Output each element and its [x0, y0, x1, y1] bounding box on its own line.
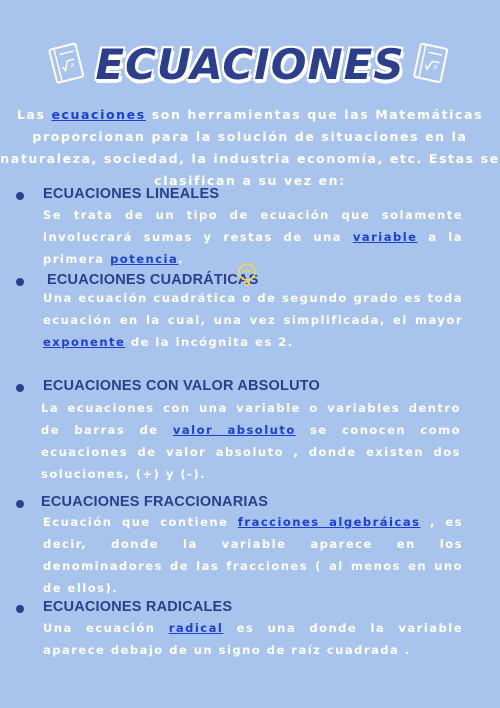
body-text: . — [178, 252, 185, 266]
section-body — [43, 204, 463, 270]
link-potencia[interactable]: potencia — [110, 252, 179, 266]
page-title: ECUACIONES — [95, 40, 405, 89]
body-text: a la primera — [43, 230, 463, 266]
intro-paragraph — [0, 104, 500, 192]
bullet-icon — [16, 278, 24, 286]
body-text: es una donde la variable aparece debajo de un signo de raíz cuadrada . — [43, 621, 463, 657]
link-fracciones-algebraicas[interactable]: fracciones algebráicas — [237, 515, 421, 529]
bullet-icon — [16, 605, 24, 613]
section-heading: ECUACIONES FRACCIONARIAS — [41, 494, 269, 510]
link-valor-absoluto[interactable]: valor absoluto — [172, 423, 296, 437]
body-text: Una ecuación cuadrática o de segundo grado es toda ecuación en la cual, una vez simplificada, el mayor — [43, 291, 463, 327]
section-heading: ECUACIONES CON VALOR ABSOLUTO — [43, 378, 321, 394]
header — [0, 38, 500, 98]
link-variable[interactable]: variable — [352, 230, 418, 244]
svg-text:x: x — [432, 62, 439, 72]
link-exponente[interactable]: exponente — [43, 335, 126, 349]
bullet-icon — [16, 192, 24, 200]
body-text: de la incógnita es 2. — [125, 335, 294, 349]
section-body — [43, 287, 463, 353]
bullet-icon — [16, 384, 24, 392]
lightbulb-icon — [236, 262, 258, 288]
link-ecuaciones[interactable]: ecuaciones — [51, 107, 146, 122]
body-text: se conocen como ecuaciones de valor absoluto , donde existen dos soluciones, (+) y (-). — [41, 423, 461, 481]
intro-text: Las — [16, 107, 52, 122]
body-text: , es decir, donde la variable aparece en los denominadores de las fracciones ( al menos en uno de ellos). — [43, 515, 463, 595]
section-heading: ECUACIONES CUADRÁTICAS — [47, 272, 259, 288]
svg-text:x: x — [69, 60, 76, 70]
section-body — [43, 511, 463, 599]
body-text: Una ecuación — [43, 621, 169, 635]
section-heading: ECUACIONES LINEALES — [43, 186, 220, 202]
section-heading: ECUACIONES RADICALES — [43, 599, 233, 615]
section-body — [41, 397, 461, 485]
body-text: Se trata de un tipo de ecuación que solamente involucrará sumas y restas de una — [43, 208, 463, 244]
body-text: Ecuación que contiene — [43, 515, 238, 529]
intro-text: son herramientas que las Matemáticas proporcionan para la solución de situaciones en la naturaleza, sociedad, la industria economía, etc. Estas se clasifican a su vez en: — [0, 107, 500, 188]
body-text: La ecuaciones con una variable o variables dentro de barras de — [41, 401, 461, 437]
section-body — [43, 617, 463, 661]
bullet-icon — [16, 500, 24, 508]
link-radical[interactable]: radical — [168, 621, 224, 635]
